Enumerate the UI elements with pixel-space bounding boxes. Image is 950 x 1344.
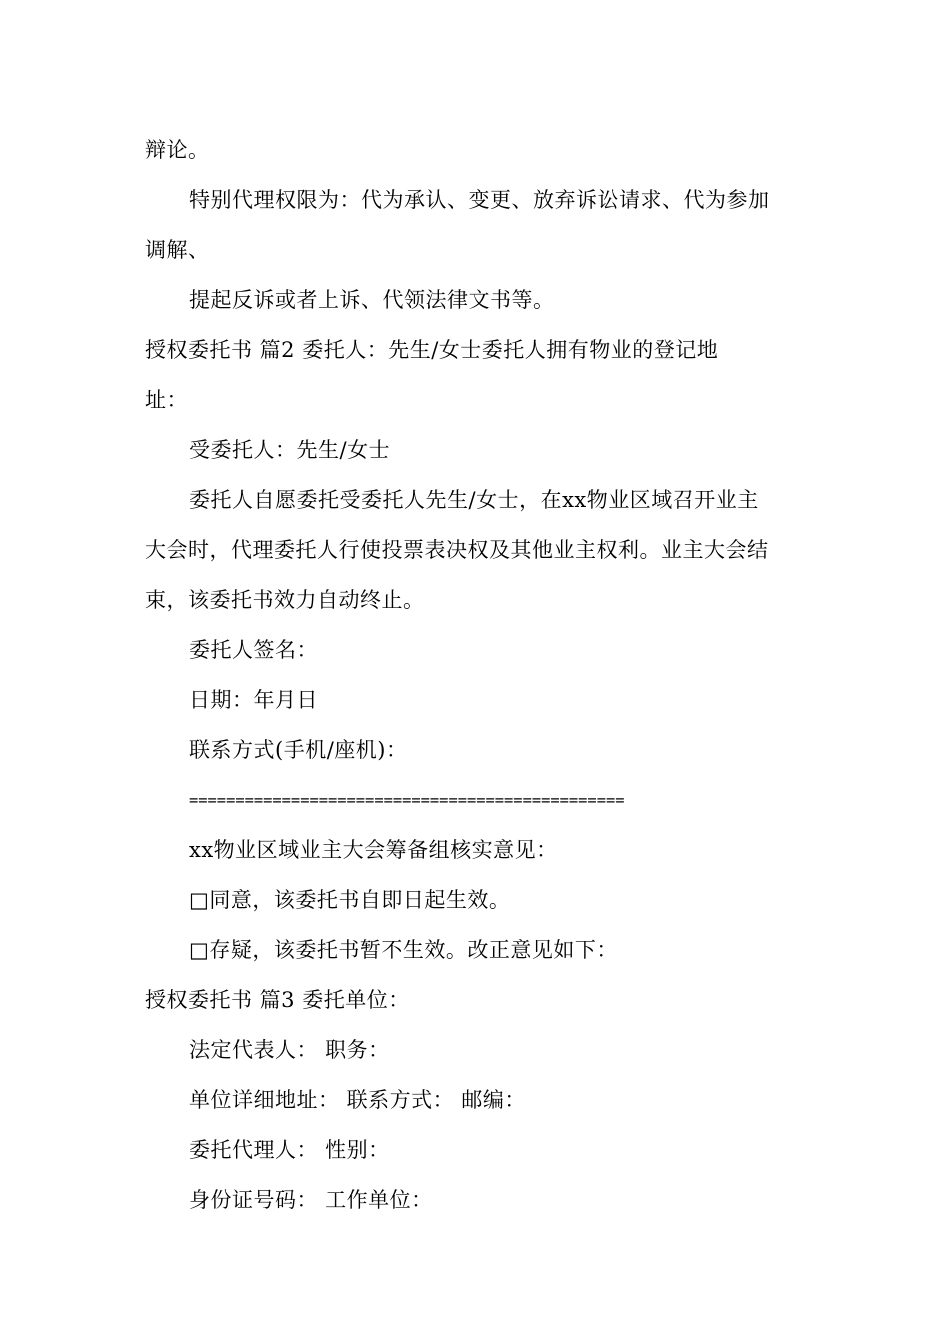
text-line: 辩论。 [145, 138, 210, 162]
text-line: 联系方式(手机/座机)： [189, 738, 408, 762]
text-line: 特别代理权限为：代为承认、变更、放弃诉讼请求、代为参加 [189, 188, 770, 212]
text-line: 束，该委托书效力自动终止。 [145, 588, 425, 612]
separator-line: =============================================== [189, 791, 625, 809]
text-line: 日期：年月日 [189, 688, 318, 712]
text-line: 委托人自愿委托受委托人先生/女士，在xx物业区域召开业主 [189, 488, 759, 512]
text-line: 委托人签名： [189, 638, 318, 662]
text-line: 大会时，代理委托人行使投票表决权及其他业主权利。业主大会结 [145, 538, 769, 562]
text-line: 单位详细地址： 联系方式： 邮编： [189, 1088, 526, 1112]
checkbox-option-line: □存疑，该委托书暂不生效。改正意见如下： [189, 938, 618, 962]
text-line: xx物业区域业主大会筹备组核实意见： [189, 838, 558, 862]
text-line: 提起反诉或者上诉、代领法律文书等。 [189, 288, 555, 312]
text-line: 受委托人：先生/女士 [189, 438, 391, 462]
text-line: 调解、 [145, 238, 210, 262]
checkbox-option-line: □同意，该委托书自即日起生效。 [189, 888, 511, 912]
text-line: 身份证号码： 工作单位： [189, 1188, 433, 1212]
text-line: 法定代表人： 职务： [189, 1038, 390, 1062]
section-heading-line: 授权委托书 篇3 委托单位： [145, 988, 410, 1012]
section-heading-line: 授权委托书 篇2 委托人：先生/女士委托人拥有物业的登记地 [145, 338, 719, 362]
text-line: 址： [145, 388, 188, 412]
text-line: 委托代理人： 性别： [189, 1138, 390, 1162]
